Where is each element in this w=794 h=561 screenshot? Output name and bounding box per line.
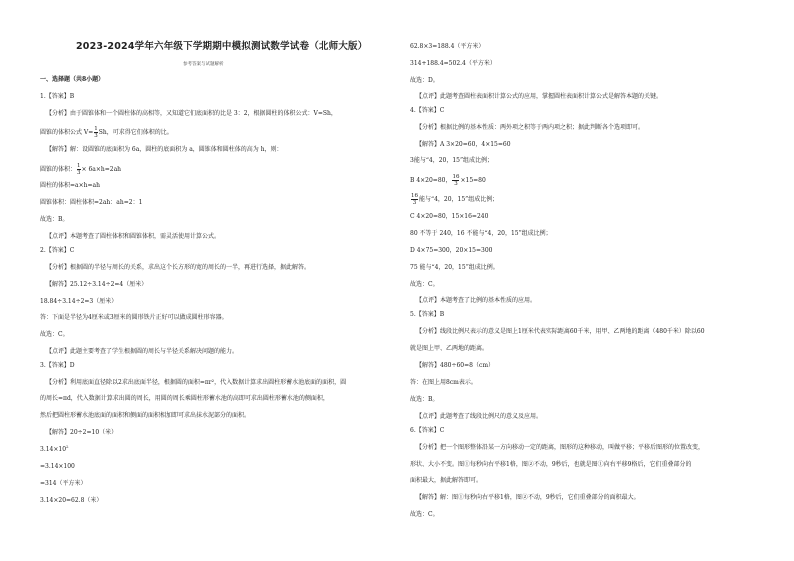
q3-comment: 【点评】此题考查圆柱表面积计算公式的应用，掌握圆柱表面积计算公式是解答本题的关键。 — [416, 93, 663, 100]
q4-analysis: 【分析】根据比例的基本性质：两外项之积等于两内项之积；据此判断各个选项即可。 — [416, 124, 645, 131]
q3-solution-line-5: 3.14×20=62.8（米） — [40, 497, 103, 504]
q4-option-b: B 4×20=80， $\frac{16}{3}$ ×15=80 — [410, 174, 486, 187]
q6-analysis-line-2: 形状、大小不变。图①每秒向右平移1格，图②不动，9秒后，也就是图①向右平移9格后，它们重叠部分的 — [410, 461, 692, 468]
q2-solution-line-1: 【解答】25.12÷3.14÷2=4（厘米） — [46, 281, 148, 288]
q6-choice: 故选：C。 — [410, 511, 439, 518]
q3-solution-line-7: 314+188.4=502.4（平方米） — [410, 60, 496, 67]
q4-option-d: D 4×75=300，20×15=300 — [410, 247, 493, 254]
q5-analysis-line-1: 【分析】线段比例尺表示的意义是图上1厘米代表实际距离60千米，用甲、乙两地的距离（480千米）除以60 — [416, 328, 705, 335]
q2-answer-text: 答：下面是半径为4厘米或3厘米的圆形铁片正好可以做成圆柱形容器。 — [40, 314, 228, 321]
q2-answer: 2.【答案】C — [40, 247, 75, 254]
q5-solution: 【解答】480÷60=8（cm） — [416, 362, 495, 369]
q2-comment: 【点评】此题主要考查了学生根据圆的周长与半径关系解决问题的能力。 — [46, 348, 239, 355]
q3-answer: 3.【答案】D — [40, 362, 75, 369]
q3-solution-line-3: =3.14×100 — [40, 463, 75, 470]
q6-answer: 6.【答案】C — [410, 427, 445, 434]
q5-comment: 【点评】此题考查了线段比例尺的意义及应用。 — [416, 413, 543, 420]
q1-solution-line-1: 【解答】解：设圆锥的底面积为 6a，圆柱的底面积为 a，圆锥体和圆柱体的高为 h，则： — [46, 146, 283, 153]
q5-choice: 故选：B。 — [410, 396, 439, 403]
q4-option-d-result: 75 能与“4，20，15”组成比例。 — [410, 264, 499, 271]
q1-analysis-line-1: 【分析】由于圆锥体和一个圆柱体的高相等，又知道它们底面积的比是 3：2，根据圆柱的体积公式：V=Sh， — [46, 110, 337, 117]
q3-solution-line-6: 62.8×3=188.4（平方米） — [410, 43, 485, 50]
q3-solution-line-1: 【解答】20÷2=10（米） — [46, 429, 118, 436]
q5-answer-text: 答：在图上用8cm表示。 — [410, 379, 477, 386]
q1-solution-line-4: 圆锥体积：圆柱体积=2ah：ah=2：1 — [40, 199, 143, 206]
fraction: $\frac{1}{3}$ — [94, 126, 98, 139]
q1-solution-line-2: 圆锥的体积： $\frac{1}{3}$ × 6a×h=2ah — [40, 163, 122, 176]
q4-choice: 故选：C。 — [410, 281, 439, 288]
fraction: $\frac{16}{3}$ — [452, 174, 460, 187]
q4-option-a: 【解答】A 3×20=60，4×15=60 — [416, 141, 511, 148]
q4-answer: 4.【答案】C — [410, 107, 445, 114]
q1-choice: 故选：B。 — [40, 216, 69, 223]
q3-analysis-line-3: 然后把圆柱形蓄水池底面的面积和侧面的面积相加即可求出抹水泥部分的面积。 — [40, 412, 251, 419]
q6-solution: 【解答】解：图①每秒向右平移1格，图②不动，9秒后，它们重叠部分的面积最大。 — [416, 494, 640, 501]
q2-analysis: 【分析】根据圆的半径与周长的关系，求出这个长方形的宽的周长的一半，再进行选择，据此解答。 — [46, 264, 311, 271]
document-title: 2023-2024学年六年级下学期期中模拟测试数学试卷（北师大版） — [76, 41, 368, 52]
document-subtitle: 参考答案与试题解析 — [183, 62, 224, 67]
q3-solution-line-4: =314（平方米） — [40, 480, 87, 487]
section-heading: 一、选择题（共8小题） — [40, 76, 105, 83]
q4-option-b-result: $\frac{16}{3}$ 能与“4，20，15”组成比例； — [411, 193, 499, 206]
q1-solution-line-3: 圆柱的体积=a×h=ah — [40, 182, 100, 189]
q1-answer: 1.【答案】B — [40, 93, 75, 100]
q3-analysis-line-1: 【分析】利用底面直径除以2求出底面半径，根据圆的面积=πr²，代入数据计算求出圆柱形蓄水池底面的面积，圆 — [46, 379, 347, 386]
q6-analysis-line-1: 【分析】把一个图形整体沿某一方向移动一定的距离，图形的这种移动，叫做平移；平移后图形的位置改变， — [416, 444, 705, 451]
fraction: $\frac{16}{3}$ — [411, 193, 418, 206]
q5-analysis-line-2: 就是图上甲、乙两地的距离。 — [410, 345, 489, 352]
q3-solution-line-2: $3.14\times 10^2$ — [40, 444, 69, 453]
q1-comment: 【点评】本题考查了圆柱体积和圆锥体积，需灵活使用计算公式。 — [46, 233, 221, 240]
q4-option-a-result: 3能与“4，20，15”组成比例； — [410, 157, 494, 164]
q2-choice: 故选：C。 — [40, 331, 69, 338]
q2-solution-line-2: 18.84÷3.14÷2=3（厘米） — [40, 298, 118, 305]
q4-option-c: C 4×20=80，15×16=240 — [410, 213, 489, 220]
q5-answer: 5.【答案】B — [410, 311, 445, 318]
q4-option-c-result: 80 不等于 240，16 不能与“4，20，15”组成比例； — [410, 230, 552, 237]
q3-analysis-line-2: 的周长=πd，代入数据计算求出圆的周长，用圆的周长乘圆柱形蓄水池的高即可求出圆柱形蓄水池的侧面积， — [40, 395, 329, 402]
q6-analysis-line-3: 面积最大，据此解答即可。 — [410, 477, 483, 484]
fraction: $\frac{1}{3}$ — [77, 163, 81, 176]
q1-analysis-line-2: 圆锥的体积公式 V= $\frac{1}{3}$ Sh，可求得它们体积的比。 — [40, 126, 173, 139]
q4-comment: 【点评】本题考查了比例的基本性质的应用。 — [416, 297, 537, 304]
q3-choice: 故选：D。 — [410, 77, 439, 84]
